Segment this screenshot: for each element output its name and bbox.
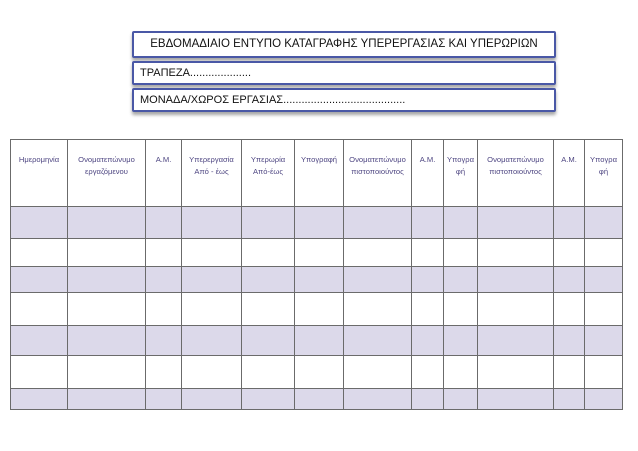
table-cell[interactable] [478, 239, 554, 267]
column-header [554, 140, 585, 207]
table-cell[interactable] [295, 207, 344, 239]
table-cell[interactable] [444, 389, 478, 410]
column-header [344, 140, 412, 207]
table-cell[interactable] [295, 326, 344, 356]
column-header-text: πιστοποιούντος [489, 167, 542, 176]
table-cell[interactable] [11, 207, 68, 239]
form-title [132, 31, 556, 58]
table-row [11, 356, 623, 389]
column-header-text: φή [598, 167, 609, 176]
table-cell[interactable] [242, 239, 295, 267]
table-row [11, 207, 623, 239]
table-cell[interactable] [585, 389, 623, 410]
table-cell[interactable] [478, 389, 554, 410]
column-header-text: Ονοματεπώνυμο [78, 155, 135, 164]
column-header [444, 140, 478, 207]
table-cell[interactable] [182, 356, 242, 389]
table-cell[interactable] [295, 293, 344, 326]
column-header-text: Ονοματεπώνυμο [349, 155, 406, 164]
table-cell[interactable] [444, 326, 478, 356]
column-header-text: Υπογρα [590, 155, 617, 164]
table-row [11, 326, 623, 356]
bank-field[interactable] [132, 61, 556, 85]
table-cell[interactable] [68, 326, 146, 356]
table-cell[interactable] [478, 356, 554, 389]
table-cell[interactable] [478, 267, 554, 293]
table-cell[interactable] [585, 267, 623, 293]
column-header [146, 140, 182, 207]
table-cell[interactable] [11, 267, 68, 293]
table-cell[interactable] [146, 239, 182, 267]
table-cell[interactable] [478, 207, 554, 239]
table-cell[interactable] [11, 239, 68, 267]
table-cell[interactable] [554, 239, 585, 267]
table-header-row [11, 140, 623, 207]
column-header-text: Α.Μ. [419, 155, 436, 164]
table-row [11, 239, 623, 267]
table-cell[interactable] [242, 207, 295, 239]
table-cell[interactable] [146, 293, 182, 326]
table-cell[interactable] [242, 389, 295, 410]
form-title-text: ΕΒΔΟΜΑΔΙΑΙΟ ΕΝΤΥΠΟ ΚΑΤΑΓΡΑΦΗΣ ΥΠΕΡΕΡΓΑΣΙΑΣ ΚΑΙ ΥΠΕΡΩΡΙΩΝ [150, 38, 538, 50]
table-cell[interactable] [412, 326, 444, 356]
table-cell[interactable] [444, 293, 478, 326]
table-cell[interactable] [68, 356, 146, 389]
table-cell[interactable] [295, 389, 344, 410]
table-cell[interactable] [242, 293, 295, 326]
table-cell[interactable] [344, 207, 412, 239]
table-cell[interactable] [344, 326, 412, 356]
table-cell[interactable] [11, 293, 68, 326]
column-header [412, 140, 444, 207]
column-header-text: Υπογρα [447, 155, 474, 164]
table-cell[interactable] [344, 239, 412, 267]
table-cell[interactable] [11, 389, 68, 410]
table-cell[interactable] [585, 293, 623, 326]
table-cell[interactable] [182, 293, 242, 326]
table-cell[interactable] [585, 356, 623, 389]
table-cell[interactable] [295, 239, 344, 267]
column-header-text: Από-έως [252, 167, 284, 176]
table-cell[interactable] [344, 293, 412, 326]
column-header-text: Υπερωρία [250, 155, 286, 164]
table-cell[interactable] [478, 326, 554, 356]
table-cell[interactable] [412, 293, 444, 326]
table-cell[interactable] [444, 239, 478, 267]
table-cell[interactable] [585, 207, 623, 239]
table-cell[interactable] [554, 326, 585, 356]
table-row [11, 267, 623, 293]
column-header-text: εργαζόμενου [85, 167, 128, 176]
table-cell[interactable] [412, 389, 444, 410]
table-cell[interactable] [554, 267, 585, 293]
overtime-table [10, 139, 623, 410]
table-cell[interactable] [412, 356, 444, 389]
table-cell[interactable] [444, 207, 478, 239]
table-cell[interactable] [68, 293, 146, 326]
table-row [11, 293, 623, 326]
table-cell[interactable] [68, 267, 146, 293]
column-header [242, 140, 295, 207]
column-header-text: Υπερεργασία [189, 155, 234, 164]
column-header-text: Ημερομηνία [18, 155, 60, 164]
table-cell[interactable] [182, 207, 242, 239]
column-header-text: Από - έως [194, 167, 229, 176]
column-header-text: Ονοματεπώνυμο [487, 155, 544, 164]
table-cell[interactable] [554, 293, 585, 326]
table-cell[interactable] [146, 326, 182, 356]
table-cell[interactable] [242, 326, 295, 356]
column-header [295, 140, 344, 207]
table-cell[interactable] [11, 326, 68, 356]
table-cell[interactable] [182, 389, 242, 410]
table-cell[interactable] [68, 389, 146, 410]
table-cell[interactable] [242, 356, 295, 389]
table-cell[interactable] [412, 207, 444, 239]
table-cell[interactable] [444, 356, 478, 389]
column-header [68, 140, 146, 207]
table-cell[interactable] [295, 356, 344, 389]
work-unit-field[interactable] [132, 88, 556, 112]
table-cell[interactable] [444, 267, 478, 293]
table-cell[interactable] [295, 267, 344, 293]
column-header-text: Α.Μ. [561, 155, 577, 164]
table-cell[interactable] [585, 326, 623, 356]
table-cell[interactable] [412, 267, 444, 293]
work-unit-field-text: ΜΟΝΑΔΑ/ΧΩΡΟΣ ΕΡΓΑΣΙΑΣ........................................ [140, 94, 406, 106]
column-header [182, 140, 242, 207]
column-header [478, 140, 554, 207]
column-header-text: φή [455, 167, 466, 176]
table-cell[interactable] [11, 356, 68, 389]
column-header-text: Υπογραφή [300, 155, 338, 164]
table-cell[interactable] [554, 207, 585, 239]
column-header-text: πιστοποιούντος [351, 167, 404, 176]
table-cell[interactable] [344, 356, 412, 389]
table-cell[interactable] [182, 239, 242, 267]
column-header-text: Α.Μ. [155, 155, 172, 164]
table-cell[interactable] [478, 293, 554, 326]
table-cell[interactable] [242, 267, 295, 293]
table-cell[interactable] [146, 267, 182, 293]
table-row [11, 389, 623, 410]
column-header [585, 140, 623, 207]
table-cell[interactable] [585, 239, 623, 267]
table-cell[interactable] [182, 267, 242, 293]
table-cell[interactable] [68, 239, 146, 267]
table-cell[interactable] [146, 389, 182, 410]
table-cell[interactable] [344, 389, 412, 410]
table-cell[interactable] [554, 389, 585, 410]
table-cell[interactable] [182, 326, 242, 356]
table-cell[interactable] [412, 239, 444, 267]
table-cell[interactable] [146, 356, 182, 389]
table-cell[interactable] [68, 207, 146, 239]
bank-field-text: ΤΡΑΠΕΖΑ.................... [140, 67, 252, 79]
table-cell[interactable] [146, 207, 182, 239]
table-cell[interactable] [554, 356, 585, 389]
column-header [11, 140, 68, 207]
table-cell[interactable] [344, 267, 412, 293]
